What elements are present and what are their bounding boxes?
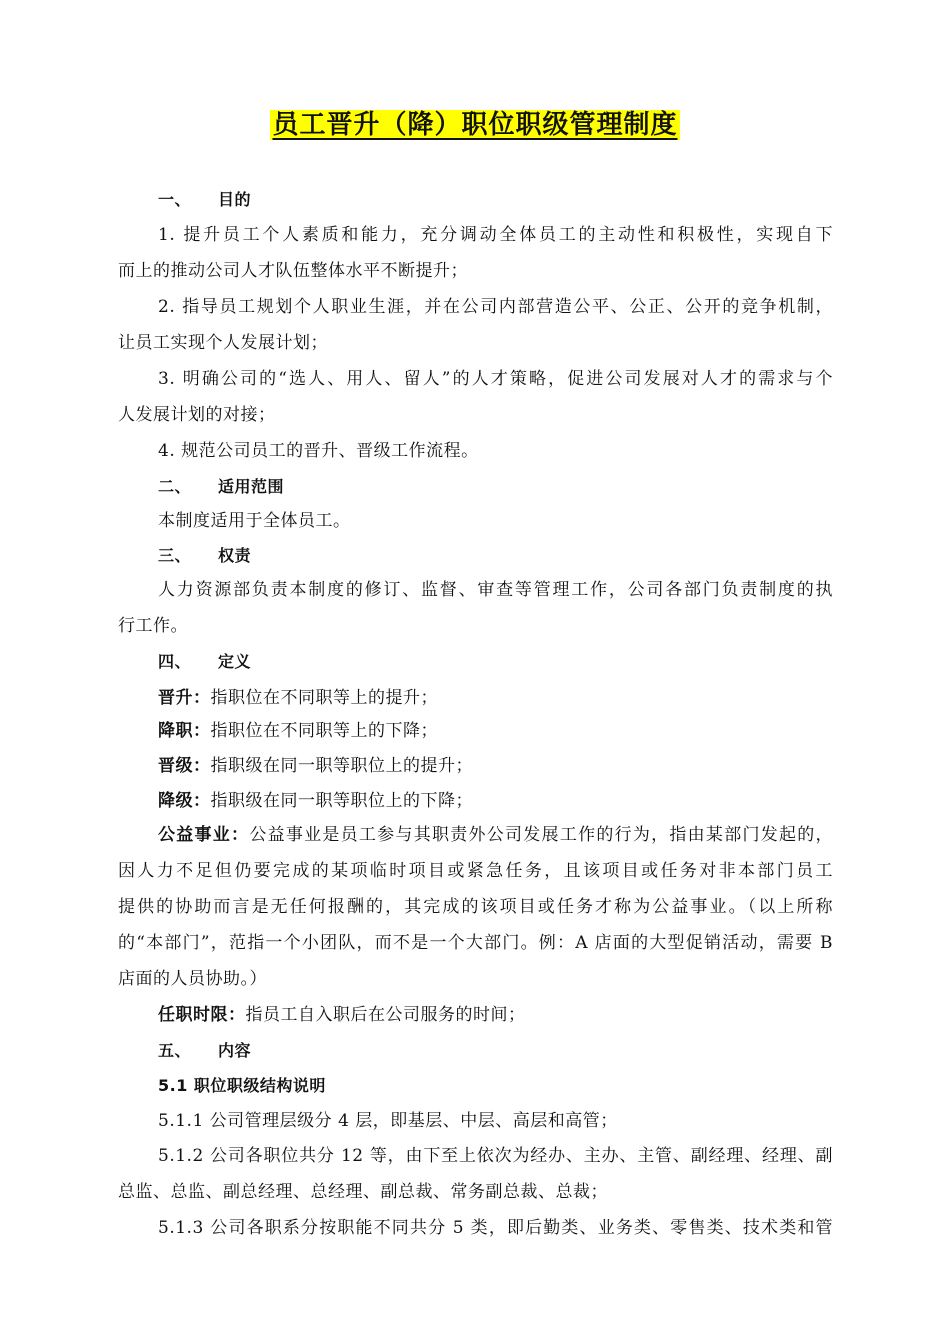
definition-tenure: 任职时限：指员工自入职后在公司服务的时间；: [158, 1005, 526, 1025]
paragraph-2-line-2: 让员工实现个人发展计划；: [118, 333, 328, 353]
paragraph-1-line-2: 而上的推动公司人才队伍整体水平不断提升；: [118, 261, 468, 281]
section-heading-2: 二、 适用范围: [158, 477, 285, 496]
definition-public-welfare: 公益事业：公益事业是员工参与其职责外公司发展工作的行为，指由某部门发起的，: [158, 825, 834, 845]
definition-public-welfare-line-4: 的“本部门”，范指一个小团队，而不是一个大部门。例：A 店面的大型促销活动，需要 B: [118, 933, 833, 953]
paragraph-5-1-2-line-1: 5.1.2 公司各职位共分 12 等，由下至上依次为经办、主办、主管、副经理、经理、副: [158, 1146, 833, 1166]
section-heading-5: 五、 内容: [158, 1041, 252, 1060]
paragraph-5: 本制度适用于全体员工。: [158, 511, 351, 531]
definition-grade-up: 晋级：指职级在同一职等职位上的提升；: [158, 756, 473, 776]
paragraph-6-line-2: 行工作。: [118, 616, 188, 636]
section-heading-4: 四、 定义: [158, 652, 252, 671]
section-heading-1: 一、 目的: [158, 190, 252, 209]
paragraph-5-1-1: 5.1.1 公司管理层级分 4 层，即基层、中层、高层和高管；: [158, 1111, 618, 1131]
paragraph-5-1-3-line-1: 5.1.3 公司各职系分按职能不同共分 5 类，即后勤类、业务类、零售类、技术类和管: [158, 1218, 833, 1238]
document-title: 员工晋升（降）职位职级管理制度: [272, 110, 678, 140]
paragraph-3-line-1: 3. 明确公司的“选人、用人、留人”的人才策略，促进公司发展对人才的需求与个: [158, 369, 833, 389]
paragraph-6-line-1: 人力资源部负责本制度的修订、监督、审查等管理工作，公司各部门负责制度的执: [158, 580, 833, 600]
subsection-heading-5-1: 5.1 职位职级结构说明: [158, 1076, 326, 1095]
definition-promotion: 晋升：指职位在不同职等上的提升；: [158, 688, 438, 708]
paragraph-4: 4. 规范公司员工的晋升、晋级工作流程。: [158, 441, 479, 461]
paragraph-2-line-1: 2. 指导员工规划个人职业生涯，并在公司内部营造公平、公正、公开的竞争机制，: [158, 297, 833, 317]
definition-public-welfare-line-5: 店面的人员协助。）: [118, 969, 267, 989]
definition-public-welfare-line-2: 因人力不足但仍要完成的某项临时项目或紧急任务，且该项目或任务对非本部门员工: [118, 861, 833, 881]
section-heading-3: 三、 权责: [158, 546, 252, 565]
definition-grade-down: 降级：指职级在同一职等职位上的下降；: [158, 791, 473, 811]
definition-demotion: 降职：指职位在不同职等上的下降；: [158, 721, 438, 741]
paragraph-1-line-1: 1. 提升员工个人素质和能力，充分调动全体员工的主动性和积极性，实现自下: [158, 225, 833, 245]
definition-public-welfare-line-3: 提供的协助而言是无任何报酬的，其完成的该项目或任务才称为公益事业。（以上所称: [118, 897, 833, 917]
paragraph-5-1-2-line-2: 总监、总监、副总经理、总经理、副总裁、常务副总裁、总裁；: [118, 1182, 608, 1202]
paragraph-3-line-2: 人发展计划的对接；: [118, 405, 276, 425]
